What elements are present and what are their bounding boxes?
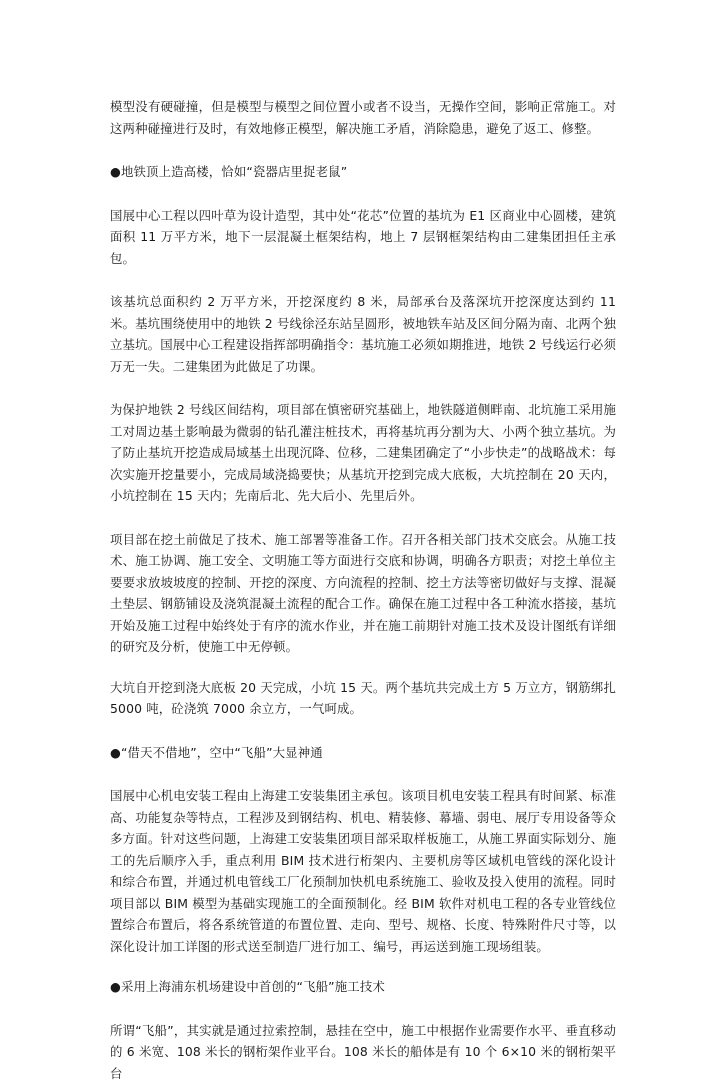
paragraph-excavation-result: 大坑自开挖到浇大底板 20 天完成，小坑 15 天。两个基坑共完成土方 5 万立方，钢筋绑扎 5000 吨，砼浇筑 7000 余立方，一气呵成。 xyxy=(110,677,616,720)
paragraph-excavation-preparation: 项目部在挖土前做足了技术、施工部署等准备工作。召开各相关部门技术交底会。从施工技术、施工协调、施工安全、文明施工等方面进行交底和协调，明确各方职责；对挖土单位主要要求放坡坡度的控制、开挖的深度、方向流程的控制、挖土方法等密切做好与支撑、混凝土垫层、钢筋铺设及浇筑混凝土流程的配合工作。确保在施工过程中各工种流水搭接，基坑开始及施工过程中始终处于有序的流水作业，并在施工前期针对施工技术及设计图纸有详细的研究及分析，使施工中无停顿。 xyxy=(110,529,616,658)
paragraph-airship-definition: 所谓“飞船”，其实就是通过拉索控制，悬挂在空中，施工中根据作业需要作水平、垂直移动的 6 米宽、108 米长的钢桁架作业平台。108 米长的船体是有 10 个 6×10 米的钢桁架平台 xyxy=(110,1020,616,1084)
section-heading-subway-building: ●地铁顶上造高楼，恰如“瓷器店里捉老鼠” xyxy=(110,161,616,183)
paragraph-mep-installation: 国展中心机电安装工程由上海建工安装集团主承包。该项目机电安装工程具有时间紧、标准高、功能复杂等特点，工程涉及到钢结构、机电、精装修、幕墙、弱电、展厅专用设备等众多方面。针对这些问题，上海建工安装集团项目部采取样板施工，从施工界面实际划分、施工的先后顺序入手，重点利用 BIM 技术进行桁架内、主要机房等区域机电管线的深化设计和综合布置，并通过机电管线工厂化预制加快机电系统施工、验收及投入使用的流程。同时项目部以 BIM 模型为基础实现施工的全面预制化。经 BIM 软件对机电工程的各专业管线位置综合布置后，将各系统管道的布置位置、走向、型号、规格、长度、特殊附件尺寸等，以深化设计加工详图的形式送至制造厂进行加工、编号，再运送到施工现场组装。 xyxy=(110,785,616,957)
paragraph-model-collision: 模型没有硬碰撞，但是模型与模型之间位置小或者不设当，无操作空间，影响正常施工。对这两种碰撞进行及时，有效地修正模型，解决施工矛盾，消除隐患，避免了返工、修整。 xyxy=(110,96,616,139)
section-heading-airship-technique: ●采用上海浦东机场建设中首创的“飞船”施工技术 xyxy=(110,976,616,998)
document-body xyxy=(110,96,616,1084)
paragraph-foundation-pit: 该基坑总面积约 2 万平方米，开挖深度约 8 米，局部承台及落深坑开挖深度达到约 11 米。基坑围绕使用中的地铁 2 号线徐泾东站呈圆形，被地铁车站及区间分隔为南、北两个独立基坑。国展中心工程建设指挥部明确指令：基坑施工必须如期推进，地铁 2 号线运行必须万无一失。二建集团为此做足了功课。 xyxy=(110,291,616,377)
section-heading-airship: ●“借天不借地”，空中“飞船”大显神通 xyxy=(110,742,616,764)
paragraph-project-overview: 国展中心工程以四叶草为设计造型，其中处“花芯”位置的基坑为 E1 区商业中心圆楼，建筑面积 11 万平方米，地下一层混凝土框架结构，地上 7 层钢框架结构由二建集团担任主承包。 xyxy=(110,205,616,270)
paragraph-subway-protection: 为保护地铁 2 号线区间结构，项目部在慎密研究基础上，地铁隧道侧畔南、北坑施工采用施工对周边基土影响最为微弱的钻孔灌注桩技术，再将基坑再分割为大、小两个独立基坑。为了防止基坑开挖造成局域基土出现沉降、位移，二建集团确定了“小步快走”的战略战术：每次实施开挖量要小，完成局域浇捣要快；从基坑开挖到完成大底板，大坑控制在 20 天内，小坑控制在 15 天内；先南后北、先大后小、先里后外。 xyxy=(110,399,616,507)
